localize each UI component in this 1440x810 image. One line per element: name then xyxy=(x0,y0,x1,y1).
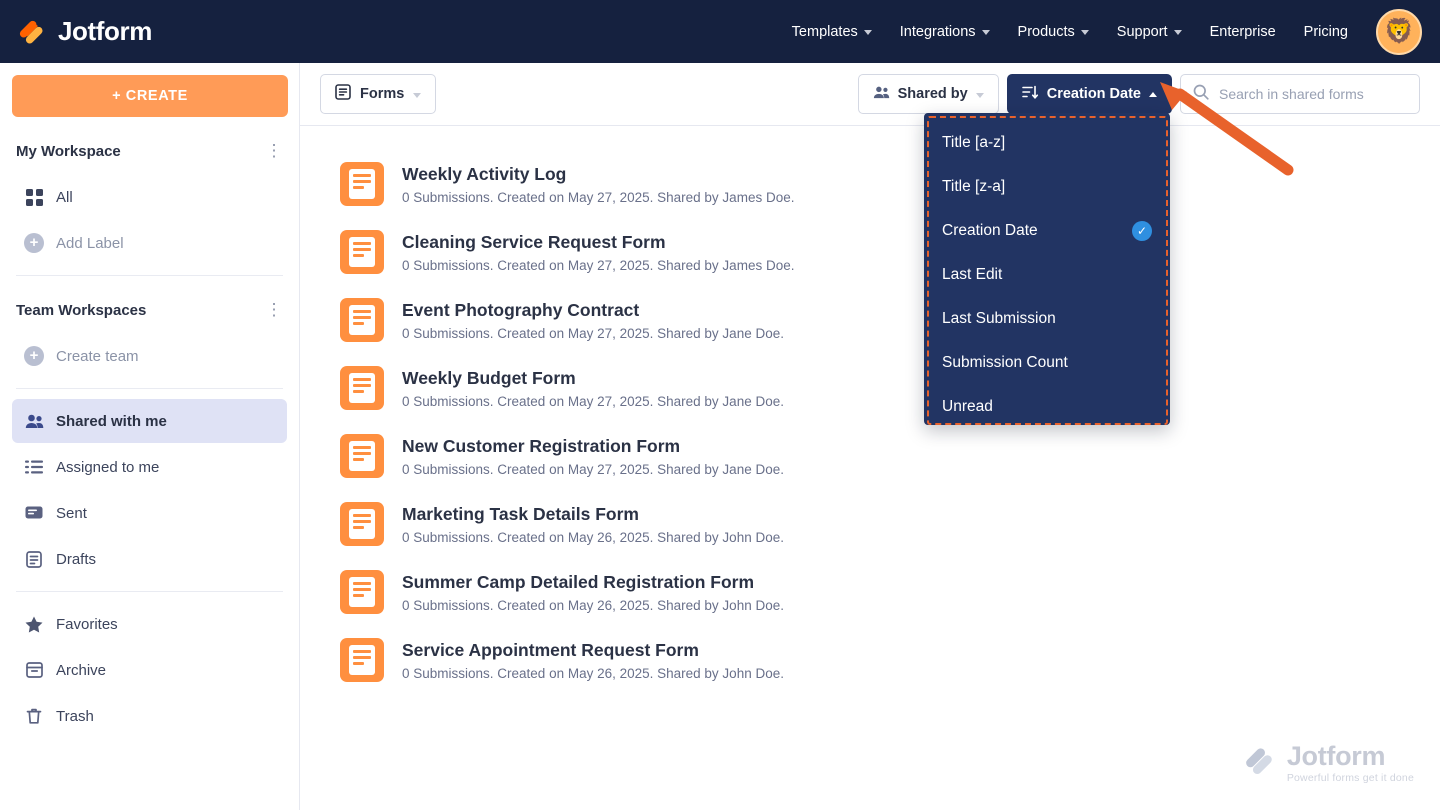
chevron-down-icon xyxy=(413,93,421,98)
watermark-name: Jotform xyxy=(1286,741,1386,771)
sidebar-item-shared-with-me[interactable] xyxy=(12,399,287,443)
sort-option-title-az-label: Title [a-z] xyxy=(942,134,1006,151)
top-nav-links xyxy=(778,0,1422,63)
nav-item-products-label: Products xyxy=(1017,23,1075,40)
jotform-watermark xyxy=(1243,743,1414,784)
avatar-emoji: 🦁 xyxy=(1384,17,1414,45)
form-meta: 0 Submissions. Created on May 27, 2025. Shared by Jane Doe. xyxy=(402,393,784,409)
form-title: Weekly Budget Form xyxy=(402,367,576,388)
form-thumbnail-icon xyxy=(340,366,384,410)
form-meta: 0 Submissions. Created on May 26, 2025. Shared by John Doe. xyxy=(402,529,784,545)
form-meta: 0 Submissions. Created on May 27, 2025. Shared by James Doe. xyxy=(402,189,795,205)
nav-item-enterprise[interactable] xyxy=(1196,0,1290,63)
archive-icon xyxy=(24,662,44,678)
form-meta: 0 Submissions. Created on May 27, 2025. Shared by Jane Doe. xyxy=(402,325,784,341)
brand-name: Jotform xyxy=(58,16,152,46)
sidebar-item-favorites[interactable] xyxy=(12,602,287,646)
my-workspace-title: My Workspace xyxy=(16,142,121,160)
draft-icon xyxy=(24,551,44,568)
sidebar-divider-1 xyxy=(16,275,283,276)
chevron-down-icon xyxy=(976,93,984,98)
sort-option-last-edit-label: Last Edit xyxy=(942,266,1003,283)
sidebar-item-drafts[interactable] xyxy=(12,537,287,581)
sort-dropdown-menu[interactable] xyxy=(924,113,1170,425)
list-item[interactable] xyxy=(340,150,1420,218)
list-item[interactable] xyxy=(340,218,1420,286)
nav-item-templates[interactable] xyxy=(778,0,886,63)
watermark-tagline: Powerful forms get it done xyxy=(1286,772,1414,784)
my-workspace-header xyxy=(0,129,299,173)
sort-option-title-az[interactable] xyxy=(924,121,1170,165)
sort-option-creation-date-label: Creation Date xyxy=(942,222,1038,239)
team-workspaces-title: Team Workspaces xyxy=(16,301,147,319)
sidebar-item-trash-label: Trash xyxy=(56,707,94,725)
sort-option-unread-label: Unread xyxy=(942,398,993,415)
nav-item-integrations[interactable] xyxy=(886,0,1004,63)
form-thumbnail-icon xyxy=(340,502,384,546)
jotform-logo-icon xyxy=(18,17,48,47)
nav-item-pricing-label: Pricing xyxy=(1303,23,1348,40)
nav-item-products[interactable] xyxy=(1004,0,1103,63)
sort-option-title-za[interactable] xyxy=(924,165,1170,209)
sidebar-item-add-label-text: Add Label xyxy=(56,234,124,252)
form-title: Weekly Activity Log xyxy=(402,163,567,184)
sort-icon xyxy=(1022,85,1039,104)
chevron-down-icon xyxy=(864,30,872,35)
sort-option-title-za-label: Title [z-a] xyxy=(942,178,1006,195)
list-item[interactable] xyxy=(340,286,1420,354)
sidebar-item-archive-label: Archive xyxy=(56,661,107,679)
forms-filter-dropdown[interactable] xyxy=(320,74,436,114)
chevron-up-icon xyxy=(1149,92,1157,97)
sort-option-submission-count[interactable] xyxy=(924,341,1170,385)
paper-plane-icon xyxy=(24,505,44,521)
list-item[interactable] xyxy=(340,422,1420,490)
my-workspace-options-icon[interactable]: ⋮ xyxy=(265,141,283,160)
create-button[interactable]: + CREATE xyxy=(12,75,288,117)
search-box[interactable] xyxy=(1180,74,1420,114)
sidebar-item-create-team-label: Create team xyxy=(56,347,139,365)
sidebar-item-sent[interactable] xyxy=(12,491,287,535)
sidebar-item-add-label[interactable] xyxy=(12,221,287,265)
form-thumbnail-icon xyxy=(340,434,384,478)
sidebar xyxy=(0,63,300,810)
toolbar-right-group xyxy=(858,74,1420,114)
sort-option-last-edit[interactable] xyxy=(924,253,1170,297)
form-title: Marketing Task Details Form xyxy=(402,503,639,524)
avatar[interactable] xyxy=(1376,9,1422,55)
team-workspaces-options-icon[interactable]: ⋮ xyxy=(265,300,283,319)
check-icon: ✓ xyxy=(1132,221,1152,241)
list-item[interactable] xyxy=(340,354,1420,422)
top-navigation-bar xyxy=(0,0,1440,63)
sidebar-item-drafts-label: Drafts xyxy=(56,550,97,568)
form-meta: 0 Submissions. Created on May 26, 2025. Shared by John Doe. xyxy=(402,597,784,613)
nav-item-pricing[interactable] xyxy=(1290,0,1362,63)
sidebar-item-assigned-to-me-label: Assigned to me xyxy=(56,458,160,476)
forms-list xyxy=(300,126,1440,694)
sort-option-creation-date[interactable] xyxy=(924,209,1170,253)
grid-icon xyxy=(24,189,44,206)
forms-filter-label: Forms xyxy=(360,86,405,102)
form-thumbnail-icon xyxy=(340,230,384,274)
form-meta: 0 Submissions. Created on May 26, 2025. Shared by John Doe. xyxy=(402,665,784,681)
sidebar-divider-2 xyxy=(16,388,283,389)
nav-item-support-label: Support xyxy=(1116,23,1168,40)
sidebar-item-shared-with-me-label: Shared with me xyxy=(56,412,167,430)
form-title: New Customer Registration Form xyxy=(402,435,681,456)
shared-by-label: Shared by xyxy=(897,86,968,102)
sidebar-item-sent-label: Sent xyxy=(56,504,87,522)
sidebar-item-all[interactable] xyxy=(12,175,287,219)
trash-icon xyxy=(24,708,44,725)
list-item[interactable] xyxy=(340,626,1420,694)
sort-button[interactable] xyxy=(1007,74,1172,114)
plus-circle-icon: + xyxy=(24,346,44,366)
form-thumbnail-icon xyxy=(340,298,384,342)
nav-item-enterprise-label: Enterprise xyxy=(1209,23,1276,40)
sort-option-last-submission-label: Last Submission xyxy=(942,310,1056,327)
form-thumbnail-icon xyxy=(340,162,384,206)
sidebar-item-all-label: All xyxy=(56,188,73,206)
sort-label: Creation Date xyxy=(1046,86,1141,102)
list-item[interactable] xyxy=(340,490,1420,558)
sidebar-item-archive[interactable] xyxy=(12,648,287,692)
form-thumbnail-icon xyxy=(340,638,384,682)
sidebar-divider-3 xyxy=(16,591,283,592)
shared-by-filter-button[interactable] xyxy=(858,74,999,114)
star-icon xyxy=(24,616,44,633)
sidebar-item-trash[interactable] xyxy=(12,694,287,738)
sort-option-unread[interactable] xyxy=(924,385,1170,425)
sort-option-last-submission[interactable] xyxy=(924,297,1170,341)
main-content xyxy=(300,63,1440,810)
nav-item-integrations-label: Integrations xyxy=(899,23,976,40)
form-meta: 0 Submissions. Created on May 27, 2025. Shared by James Doe. xyxy=(402,257,795,273)
plus-circle-icon: + xyxy=(24,233,44,253)
form-title: Summer Camp Detailed Registration Form xyxy=(402,571,755,592)
forms-icon xyxy=(335,84,351,104)
chevron-down-icon xyxy=(1081,30,1089,35)
sidebar-item-create-team[interactable] xyxy=(12,334,287,378)
form-title: Service Appointment Request Form xyxy=(402,639,699,660)
nav-item-support[interactable] xyxy=(1103,0,1196,63)
chevron-down-icon xyxy=(982,30,990,35)
sort-option-submission-count-label: Submission Count xyxy=(942,354,1068,371)
form-title: Event Photography Contract xyxy=(402,299,640,320)
jotform-watermark-icon xyxy=(1243,744,1279,783)
sidebar-item-assigned-to-me[interactable] xyxy=(12,445,287,489)
toolbar xyxy=(300,63,1440,126)
form-meta: 0 Submissions. Created on May 27, 2025. Shared by Jane Doe. xyxy=(402,461,784,477)
list-item[interactable] xyxy=(340,558,1420,626)
form-title: Cleaning Service Request Form xyxy=(402,231,666,252)
search-icon xyxy=(1193,84,1209,105)
brand-logo-group[interactable] xyxy=(18,16,152,47)
people-icon xyxy=(873,85,890,103)
people-icon xyxy=(24,413,44,429)
list-icon xyxy=(24,460,44,474)
sidebar-item-favorites-label: Favorites xyxy=(56,615,118,633)
nav-item-templates-label: Templates xyxy=(791,23,858,40)
search-input[interactable] xyxy=(1219,86,1407,102)
chevron-down-icon xyxy=(1174,30,1182,35)
team-workspaces-header xyxy=(0,288,299,332)
form-thumbnail-icon xyxy=(340,570,384,614)
